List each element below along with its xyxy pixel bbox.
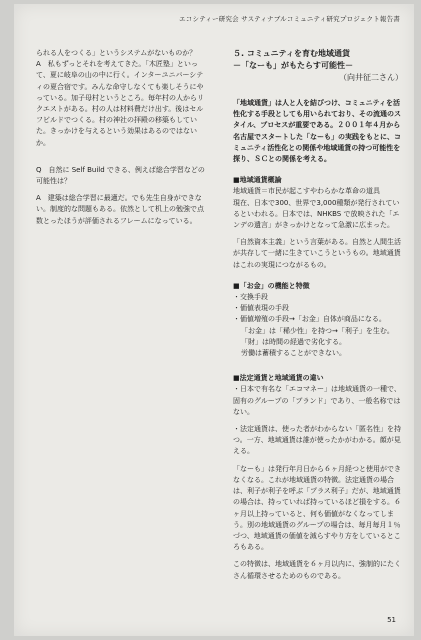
money-list-note: 労働は蓄積することができない。 xyxy=(241,349,346,358)
right-column xyxy=(233,48,403,582)
difference-heading: ■法定通貨と地域通貨の違い xyxy=(233,374,324,383)
money-heading: ■「お金」の機能と特徴 xyxy=(233,281,310,290)
overview-paragraph: 「自然資本主義」という言葉がある。自然と人間生活が共存して一緒に生きていこうというもの。地域通貨はこれの実現につながるもの。 xyxy=(233,238,401,269)
question-paragraph-2: Q 自然に Self Build できる、例えば総合学習などの可能性は？ xyxy=(36,165,205,186)
section-author: （向井征二さん） xyxy=(339,73,403,82)
left-column xyxy=(36,48,206,233)
section-title: ５. コミュニティを育む地域通貨 xyxy=(233,49,351,58)
document-page xyxy=(14,4,414,636)
answer-paragraph-1: A 私もずっとそれを考えてきた。「木匠塾」といって、夏に岐阜の山の中に行く。インターユニバーシティの夏合宿です。みんな命守しなくても楽しそうにやっている。加子母村というところ。毎年村の人からリクエストがある。村の人は材料費だけ出す。後はセルフビルドでつくる。村の神社の拝殿の移築もしていた。きっかけを与えるという効果はあるのではないか。 xyxy=(36,60,204,147)
difference-paragraph: ・法定通貨は、使った者がわからない「匿名性」を持つ。一方、地域通貨は誰が使ったかがわかる。顔が見える。 xyxy=(233,425,401,456)
money-list-item: ・交換手段 xyxy=(233,293,268,302)
section-subtitle: －「なーも」がもたらす可能性－ xyxy=(233,61,353,70)
difference-paragraph: 「なーも」は発行年月日から６ヶ月経つと使用ができなくなる。これが地域通貨の特徴。法定通貨の場合は、利子が利子を呼ぶ「プラス利子」だが、地域通貨の場合は、持っていれば持っているほど損をする。６ヶ月以上持っていると、何も価値がなくなってしまう。別の地域通貨のグループの場合は、毎月毎月１％づつ、地域通貨の価値を減らすやり方をしているところもある。 xyxy=(233,464,401,552)
money-list-note: 「お金」は「稀少性」を持つ→「利子」を生む。 xyxy=(241,326,394,335)
answer-paragraph-1-start: られる人をつくる」というシステムがないものか？ xyxy=(36,49,197,57)
difference-paragraph: ・日本で有名な「エコマネー」は地域通貨の一種で、固有のグループの「ブランド」であり、一般名称ではない。 xyxy=(233,385,401,416)
overview-definition: 地域通貨＝市民が起こすやわらかな革命の道具 xyxy=(233,187,380,196)
answer-paragraph-2: A 建築は総合学習に最適だ。でも先生自身ができない。制度的な問題もある。依然として机上の勉強で点数とったほうが評価されるフレームになっている。 xyxy=(36,194,204,225)
lead-paragraph: 「地域通貨」は人と人を結びつけ、コミュニティを活性化する手段としても用いられており、その流通のスタイル、プロセスが重要である。２００１年４月から名古屋でスタートした「なーも」の実践をもとに、コミュニティ活性化との関係や地域通貨の持つ可能性を探り、ＳＣとの関係を考える。 xyxy=(233,99,401,164)
running-header: エコシティー研究会 サスティナブルコミュニティ研究プロジェクト報告書 xyxy=(179,15,400,23)
money-list-item: ・価値表現の手段 xyxy=(233,304,289,313)
overview-paragraph: 現在、日本で300、世界で3,000種類が発行されているといわれる。日本では、NHKBS で放映された「エンデの遺言」がきっかけとなって急激に広まった。 xyxy=(233,198,400,230)
overview-heading: ■地域通貨概論 xyxy=(233,176,282,185)
page-number: 51 xyxy=(387,616,396,624)
difference-paragraph: この特徴は、地域通貨を６ヶ月以内に、強制的にたくさん循環させるためのものである。 xyxy=(233,560,401,580)
money-list-note: 「財」は時間の経過で劣化する。 xyxy=(241,337,346,346)
money-list-item: ・価値増殖の手段→「お金」自体が商品になる。 xyxy=(233,315,386,324)
